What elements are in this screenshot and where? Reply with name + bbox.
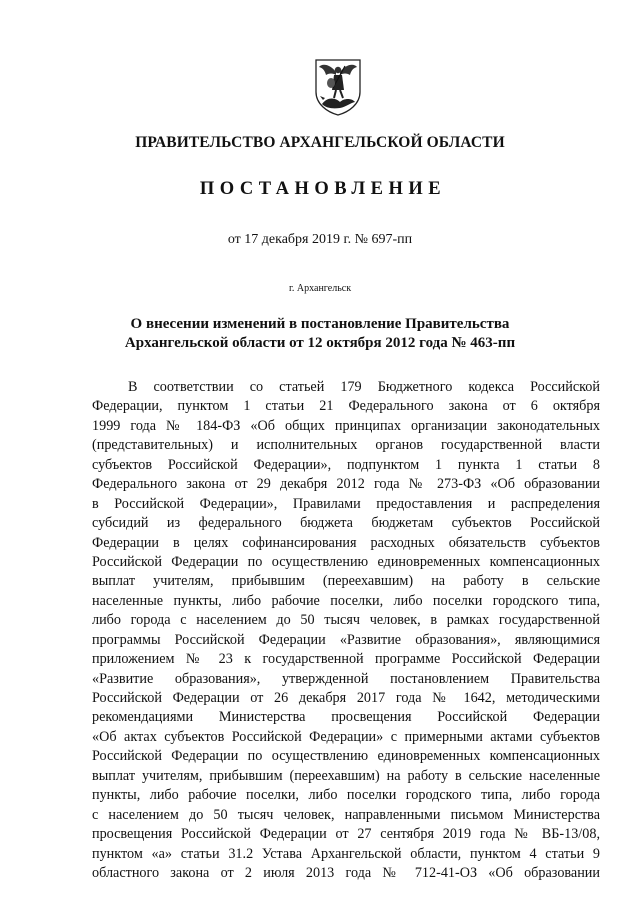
body-line: «Об актах субъектов Российской Федерации» с примерными актами субъектов: [92, 728, 600, 745]
coat-of-arms-icon: [314, 58, 362, 116]
document-subject: [0, 315, 640, 353]
body-line: с населением до 50 тысяч человек, направленными письмом Министерства: [92, 806, 600, 823]
subject-line: Архангельской области от 12 октября 2012 года № 463-пп: [124, 335, 516, 351]
body-line: программы Российской Федерации «Развитие образования», являющимися: [92, 631, 600, 648]
body-line: Российской Федерации по осуществлению единовременных компенсационных: [92, 553, 600, 570]
body-line: в Российской Федерации», Правилами предоставления и распределения: [92, 495, 600, 512]
body-line: Российской Федерации от 26 декабря 2017 года № 1642, методическими: [92, 690, 600, 706]
body-line: Российской Федерации по осуществлению единовременных компенсационных: [92, 748, 600, 765]
subject-line: О внесении изменений в постановление Правительства: [130, 316, 510, 332]
body-line: рекомендациями Министерства просвещения Российской Федерации: [92, 709, 600, 726]
body-line: (представительных) и исполнительных органов государственной власти: [92, 437, 600, 454]
body-line: приложением № 23 к государственной программе Российской Федерации: [92, 651, 600, 668]
body-line: пункты, либо рабочие поселки, либо поселки городского типа, либо города: [92, 787, 600, 804]
body-line: Федерации, пунктом 1 статьи 21 Федерального закона от 6 октября: [92, 398, 600, 415]
body-line: Федерального закона от 29 декабря 2012 года № 273-ФЗ «Об образовании: [92, 476, 600, 493]
body-line: субсидий из федерального бюджета бюджетам субъектов Российской: [92, 515, 600, 532]
body-line: областного закона от 2 июля 2013 года № 712-41-ОЗ «Об образовании: [92, 864, 600, 881]
body-line: «Развитие образования», утвержденной постановлением Правительства: [92, 670, 600, 687]
document-city: г. Архангельск: [288, 283, 352, 294]
document-type-title: ПОСТАНОВЛЕНИЕ: [199, 179, 447, 199]
body-line: просвещения Российской Федерации от 27 сентября 2019 года № ВБ-13/08,: [92, 826, 600, 843]
document-date-number: от 17 декабря 2019 г. № 697-пп: [227, 232, 413, 247]
document-body: [92, 378, 600, 883]
body-line: либо города с населением до 50 тысяч человек, в рамках государственной: [92, 612, 600, 629]
body-line: субъектов Российской Федерации», подпунктом 1 пункта 1 статьи 8: [92, 456, 600, 473]
government-title: ПРАВИТЕЛЬСТВО АРХАНГЕЛЬСКОЙ ОБЛАСТИ: [135, 134, 505, 151]
body-line: выплат учителям, прибывшим (переехавшим) на работу в сельские населенные: [92, 767, 600, 784]
body-line: выплат учителям, прибывшим (переехавшим) на работу в сельские: [92, 573, 600, 590]
body-line: Федерации в целях софинансирования расходных обязательств субъектов: [92, 534, 600, 551]
body-line: пунктом «а» статьи 31.2 Устава Архангельской области, пунктом 4 статьи 9: [92, 845, 600, 862]
body-line: В соответствии со статьей 179 Бюджетного кодекса Российской: [128, 379, 600, 395]
body-line: населенные пункты, либо рабочие поселки, либо поселки городского типа,: [92, 592, 600, 609]
body-line: 1999 года № 184-ФЗ «Об общих принципах организации законодательных: [92, 417, 600, 434]
